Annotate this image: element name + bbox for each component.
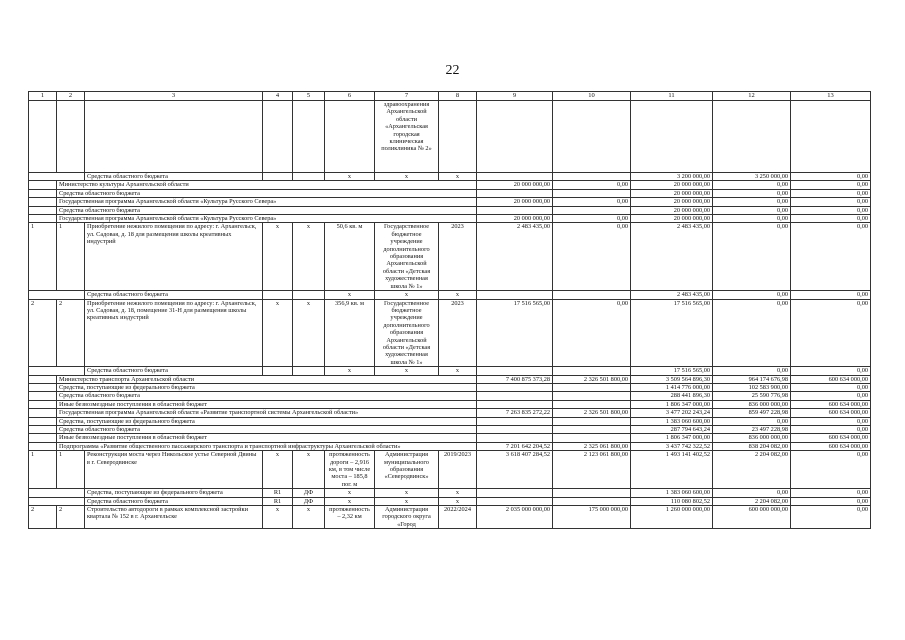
- row-index: 2: [29, 299, 57, 367]
- table-cell: 0,00: [791, 506, 871, 529]
- table-cell: 17 516 565,00: [631, 299, 713, 367]
- table-cell: R1: [263, 497, 293, 505]
- header-cell: 10: [553, 92, 631, 101]
- recipient-cell: здравоохранения Архангельской области «Архангельская городская клиническая поликлиника № 2»: [375, 101, 439, 173]
- header-cell: 1: [29, 92, 57, 101]
- empty-cell: [29, 367, 85, 375]
- table-cell: [263, 367, 293, 375]
- section-label: Средства областного бюджета: [57, 426, 477, 434]
- table-cell: [553, 189, 631, 197]
- table-cell: х: [325, 173, 375, 181]
- table-cell: х: [325, 489, 375, 497]
- table-cell: [477, 291, 553, 299]
- row-subindex: 2: [57, 299, 85, 367]
- recipient-cell: Администрация городского округа «Город: [375, 506, 439, 529]
- period-cell: 2023: [439, 223, 477, 291]
- empty-cell: [477, 101, 553, 173]
- table-cell: ДФ: [293, 497, 325, 505]
- table-cell: [553, 206, 631, 214]
- table-cell: 0,00: [553, 181, 631, 189]
- table-cell: х: [325, 367, 375, 375]
- table-cell: 0,00: [791, 451, 871, 489]
- table-cell: 0,00: [791, 291, 871, 299]
- table-cell: [477, 206, 553, 214]
- table-row: [29, 367, 871, 375]
- table-cell: 600 000 000,00: [713, 506, 791, 529]
- recipient-cell: Государственное бюджетное учреждение дополнительного образования Архангельской области «Детская художественная школа № 1»: [375, 299, 439, 367]
- table-cell: х: [293, 451, 325, 489]
- table-cell: 20 000 000,00: [631, 198, 713, 206]
- table-row: [29, 101, 871, 173]
- table-cell: 7 201 642 204,52: [477, 442, 553, 450]
- object-name: Строительство автодороги в рамках комплексной застройки квартала № 152 в г. Архангельске: [85, 506, 263, 529]
- table-cell: [553, 173, 631, 181]
- empty-cell: [29, 400, 57, 408]
- table-row: [29, 173, 871, 181]
- table-cell: 20 000 000,00: [631, 181, 713, 189]
- empty-cell: [553, 101, 631, 173]
- row-subindex: 1: [57, 223, 85, 291]
- empty-cell: [263, 101, 293, 173]
- table-row: [29, 206, 871, 214]
- table-cell: 175 000 000,00: [553, 506, 631, 529]
- empty-cell: [29, 497, 85, 505]
- table-row: [29, 497, 871, 505]
- table-cell: [477, 173, 553, 181]
- table-row: [29, 506, 871, 529]
- table-cell: 288 441 896,30: [631, 392, 713, 400]
- row-subindex: 2: [57, 506, 85, 529]
- table-cell: х: [439, 497, 477, 505]
- table-cell: х: [263, 506, 293, 529]
- table-cell: 0,00: [791, 489, 871, 497]
- table-cell: 3 618 407 284,52: [477, 451, 553, 489]
- table-cell: 0,00: [791, 417, 871, 425]
- table-cell: [477, 426, 553, 434]
- table-cell: х: [375, 497, 439, 505]
- table-cell: 25 590 776,98: [713, 392, 791, 400]
- table-cell: х: [263, 223, 293, 291]
- period-cell: 2023: [439, 299, 477, 367]
- empty-cell: [29, 215, 57, 223]
- table-cell: 2 326 501 800,00: [553, 409, 631, 417]
- budget-table: [28, 91, 871, 529]
- table-cell: х: [293, 223, 325, 291]
- table-cell: х: [439, 367, 477, 375]
- capacity-cell: 50,6 кв. м: [325, 223, 375, 291]
- object-name: Приобретение нежилого помещения по адресу: г. Архангельск, ул. Садовая, д. 18 для размещения школы креативных индустрий: [85, 223, 263, 291]
- table-cell: 17 516 565,00: [631, 367, 713, 375]
- table-cell: 0,00: [791, 223, 871, 291]
- table-row: [29, 442, 871, 450]
- empty-cell: [29, 181, 57, 189]
- table-cell: [477, 400, 553, 408]
- table-row: [29, 223, 871, 291]
- page-number: 22: [445, 63, 460, 78]
- table-cell: х: [263, 299, 293, 367]
- table-cell: [477, 489, 553, 497]
- table-cell: 7 400 875 373,28: [477, 375, 553, 383]
- table-cell: [553, 367, 631, 375]
- table-cell: [477, 497, 553, 505]
- empty-cell: [57, 101, 85, 173]
- table-cell: 102 583 900,00: [713, 383, 791, 391]
- empty-cell: [631, 101, 713, 173]
- empty-cell: [439, 101, 477, 173]
- table-cell: 2 483 435,00: [631, 223, 713, 291]
- table-cell: 3 200 000,00: [631, 173, 713, 181]
- empty-cell: [29, 383, 57, 391]
- table-row: [29, 215, 871, 223]
- table-cell: 3 477 202 243,24: [631, 409, 713, 417]
- table-cell: 0,00: [713, 198, 791, 206]
- table-cell: 3 509 564 896,30: [631, 375, 713, 383]
- table-cell: х: [439, 291, 477, 299]
- table-row: [29, 291, 871, 299]
- empty-cell: [29, 375, 57, 383]
- section-label: Подпрограмма «Развитие общественного пассажирского транспорта и транспортной инфраструктуры Архангельской области»: [57, 442, 477, 450]
- table-cell: [553, 426, 631, 434]
- table-cell: 0,00: [713, 299, 791, 367]
- table-cell: х: [325, 497, 375, 505]
- table-cell: 3 437 742 322,52: [631, 442, 713, 450]
- empty-cell: [29, 426, 57, 434]
- table-cell: х: [293, 299, 325, 367]
- table-cell: 0,00: [791, 181, 871, 189]
- table-cell: [477, 383, 553, 391]
- table-cell: 2 326 501 800,00: [553, 375, 631, 383]
- table-cell: 0,00: [713, 417, 791, 425]
- table-cell: 23 497 228,98: [713, 426, 791, 434]
- table-row: [29, 198, 871, 206]
- table-cell: [263, 291, 293, 299]
- section-label: Средства, поступающие из федерального бюджета: [57, 417, 477, 425]
- table-row: [29, 434, 871, 442]
- empty-cell: [29, 101, 57, 173]
- table-cell: 0,00: [791, 383, 871, 391]
- table-cell: [477, 392, 553, 400]
- source-label: Средства, поступающие из федерального бюджета: [85, 489, 263, 497]
- object-name: Реконструкция моста через Никольское устье Северной Двины в г. Северодвинске: [85, 451, 263, 489]
- table-cell: 2 204 082,00: [713, 497, 791, 505]
- period-cell: 2019/2023: [439, 451, 477, 489]
- table-cell: х: [375, 367, 439, 375]
- table-cell: 600 634 000,00: [791, 375, 871, 383]
- table-cell: R1: [263, 489, 293, 497]
- recipient-cell: Государственное бюджетное учреждение дополнительного образования Архангельской области «Детская художественная школа № 1»: [375, 223, 439, 291]
- table-cell: 20 000 000,00: [631, 206, 713, 214]
- table-cell: 20 000 000,00: [477, 198, 553, 206]
- table-cell: 836 000 000,00: [713, 434, 791, 442]
- header-cell: 11: [631, 92, 713, 101]
- table-cell: 2 204 082,00: [713, 451, 791, 489]
- table-cell: [477, 189, 553, 197]
- table-cell: 0,00: [791, 299, 871, 367]
- section-label: Средства, поступающие из федерального бюджета: [57, 383, 477, 391]
- table-row: [29, 451, 871, 489]
- table-cell: х: [439, 173, 477, 181]
- empty-cell: [29, 489, 85, 497]
- section-label: Средства областного бюджета: [57, 189, 477, 197]
- table-cell: 0,00: [713, 189, 791, 197]
- table-cell: х: [439, 489, 477, 497]
- table-cell: 0,00: [713, 291, 791, 299]
- table-cell: [553, 497, 631, 505]
- table-cell: 838 204 082,00: [713, 442, 791, 450]
- table-row: [29, 383, 871, 391]
- header-row: [29, 92, 871, 101]
- table-cell: [477, 417, 553, 425]
- table-cell: 1 806 347 000,00: [631, 434, 713, 442]
- table-cell: х: [375, 173, 439, 181]
- table-cell: 1 383 060 600,00: [631, 489, 713, 497]
- header-cell: 6: [325, 92, 375, 101]
- empty-cell: [29, 434, 57, 442]
- header-cell: 9: [477, 92, 553, 101]
- empty-cell: [713, 101, 791, 173]
- table-cell: 20 000 000,00: [631, 189, 713, 197]
- capacity-cell: протяженность дороги – 2,916 км, в том числе моста – 185,8 пог. м: [325, 451, 375, 489]
- empty-cell: [29, 409, 57, 417]
- table-cell: 2 123 061 800,00: [553, 451, 631, 489]
- table-cell: [553, 383, 631, 391]
- header-cell: 3: [85, 92, 263, 101]
- table-cell: [553, 400, 631, 408]
- table-cell: х: [325, 291, 375, 299]
- table-cell: 2 325 061 800,00: [553, 442, 631, 450]
- table-cell: 0,00: [791, 189, 871, 197]
- section-label: Средства областного бюджета: [57, 206, 477, 214]
- source-label: Средства областного бюджета: [85, 497, 263, 505]
- table-cell: 20 000 000,00: [477, 181, 553, 189]
- table-row: [29, 392, 871, 400]
- header-cell: 2: [57, 92, 85, 101]
- table-cell: 0,00: [553, 223, 631, 291]
- header-cell: 4: [263, 92, 293, 101]
- table-cell: 1 414 776 000,00: [631, 383, 713, 391]
- table-cell: 0,00: [713, 223, 791, 291]
- recipient-cell: Администрация муниципального образования «Северодвинск»: [375, 451, 439, 489]
- header-cell: 8: [439, 92, 477, 101]
- section-label: Государственная программа Архангельской области «Развитие транспортной системы Архангельской области»: [57, 409, 477, 417]
- table-cell: 964 174 676,98: [713, 375, 791, 383]
- section-label: Министерство транспорта Архангельской области: [57, 375, 477, 383]
- empty-cell: [29, 392, 57, 400]
- table-cell: 2 035 000 000,00: [477, 506, 553, 529]
- table-cell: 20 000 000,00: [477, 215, 553, 223]
- table-row: [29, 189, 871, 197]
- empty-cell: [293, 101, 325, 173]
- table-cell: [553, 291, 631, 299]
- table-cell: 0,00: [713, 489, 791, 497]
- table-cell: 600 634 000,00: [791, 409, 871, 417]
- table-cell: 0,00: [791, 198, 871, 206]
- table-row: [29, 400, 871, 408]
- section-label: Государственная программа Архангельской области «Культура Русского Севера»: [57, 215, 477, 223]
- table-cell: 0,00: [713, 181, 791, 189]
- table-cell: [553, 434, 631, 442]
- table-cell: 0,00: [791, 392, 871, 400]
- table-cell: 859 497 228,98: [713, 409, 791, 417]
- table-cell: 3 250 000,00: [713, 173, 791, 181]
- header-cell: 5: [293, 92, 325, 101]
- table-cell: 17 516 565,00: [477, 299, 553, 367]
- empty-cell: [325, 101, 375, 173]
- empty-cell: [29, 206, 57, 214]
- table-cell: х: [263, 451, 293, 489]
- capacity-cell: протяженность – 2,32 км: [325, 506, 375, 529]
- table-cell: 0,00: [553, 198, 631, 206]
- table-cell: [553, 489, 631, 497]
- table-cell: [293, 291, 325, 299]
- table-row: [29, 417, 871, 425]
- table-cell: [263, 173, 293, 181]
- section-label: Иные безвозмездные поступления в областной бюджет: [57, 434, 477, 442]
- source-label: Средства областного бюджета: [85, 367, 263, 375]
- table-cell: 2 483 435,00: [477, 223, 553, 291]
- table-cell: 600 634 000,00: [791, 434, 871, 442]
- table-cell: 600 634 000,00: [791, 400, 871, 408]
- source-label: Средства областного бюджета: [85, 173, 263, 181]
- table-cell: 110 080 802,52: [631, 497, 713, 505]
- table-cell: [553, 392, 631, 400]
- empty-cell: [29, 173, 85, 181]
- table-cell: 1 493 141 402,52: [631, 451, 713, 489]
- table-cell: 0,00: [791, 497, 871, 505]
- table-cell: 0,00: [791, 206, 871, 214]
- table-cell: [477, 367, 553, 375]
- table-cell: 836 000 000,00: [713, 400, 791, 408]
- table-cell: 0,00: [553, 215, 631, 223]
- table-cell: 600 634 000,00: [791, 442, 871, 450]
- table-row: [29, 181, 871, 189]
- section-label: Средства областного бюджета: [57, 392, 477, 400]
- row-index: 1: [29, 451, 57, 489]
- table-cell: 287 794 643,24: [631, 426, 713, 434]
- empty-cell: [791, 101, 871, 173]
- row-index: 2: [29, 506, 57, 529]
- table-cell: [293, 367, 325, 375]
- table-cell: 1 260 000 000,00: [631, 506, 713, 529]
- table-cell: 0,00: [791, 426, 871, 434]
- header-cell: 7: [375, 92, 439, 101]
- object-name: Приобретение нежилого помещения по адресу: г. Архангельск, ул. Садовая, д. 18, помещение 31-Н для размещения школы креативных индустрий: [85, 299, 263, 367]
- table-row: [29, 426, 871, 434]
- table-cell: [477, 434, 553, 442]
- period-cell: 2022/2024: [439, 506, 477, 529]
- empty-cell: [29, 189, 57, 197]
- table-row: [29, 299, 871, 367]
- row-subindex: 1: [57, 451, 85, 489]
- table-cell: 0,00: [791, 173, 871, 181]
- empty-cell: [29, 417, 57, 425]
- source-label: Средства областного бюджета: [85, 291, 263, 299]
- header-cell: 12: [713, 92, 791, 101]
- table-cell: 7 263 835 272,22: [477, 409, 553, 417]
- table-cell: 0,00: [553, 299, 631, 367]
- table-cell: 2 483 435,00: [631, 291, 713, 299]
- section-label: Министерство культуры Архангельской области: [57, 181, 477, 189]
- table-cell: 0,00: [713, 206, 791, 214]
- section-label: Государственная программа Архангельской области «Культура Русского Севера»: [57, 198, 477, 206]
- empty-cell: [29, 442, 57, 450]
- table-cell: х: [375, 291, 439, 299]
- empty-cell: [29, 291, 85, 299]
- capacity-cell: 356,9 кв. м: [325, 299, 375, 367]
- table-cell: 0,00: [713, 367, 791, 375]
- table-cell: 1 383 060 600,00: [631, 417, 713, 425]
- table-cell: [293, 173, 325, 181]
- table-cell: 0,00: [791, 215, 871, 223]
- table-cell: 20 000 000,00: [631, 215, 713, 223]
- empty-cell: [85, 101, 263, 173]
- empty-cell: [29, 198, 57, 206]
- row-index: 1: [29, 223, 57, 291]
- table-cell: 1 806 347 000,00: [631, 400, 713, 408]
- table-cell: 0,00: [791, 367, 871, 375]
- table-cell: 0,00: [713, 215, 791, 223]
- table-cell: ДФ: [293, 489, 325, 497]
- table-cell: х: [375, 489, 439, 497]
- header-cell: 13: [791, 92, 871, 101]
- table-cell: х: [293, 506, 325, 529]
- section-label: Иные безвозмездные поступления в областной бюджет: [57, 400, 477, 408]
- table-row: [29, 375, 871, 383]
- table-row: [29, 409, 871, 417]
- table-row: [29, 489, 871, 497]
- table-cell: [553, 417, 631, 425]
